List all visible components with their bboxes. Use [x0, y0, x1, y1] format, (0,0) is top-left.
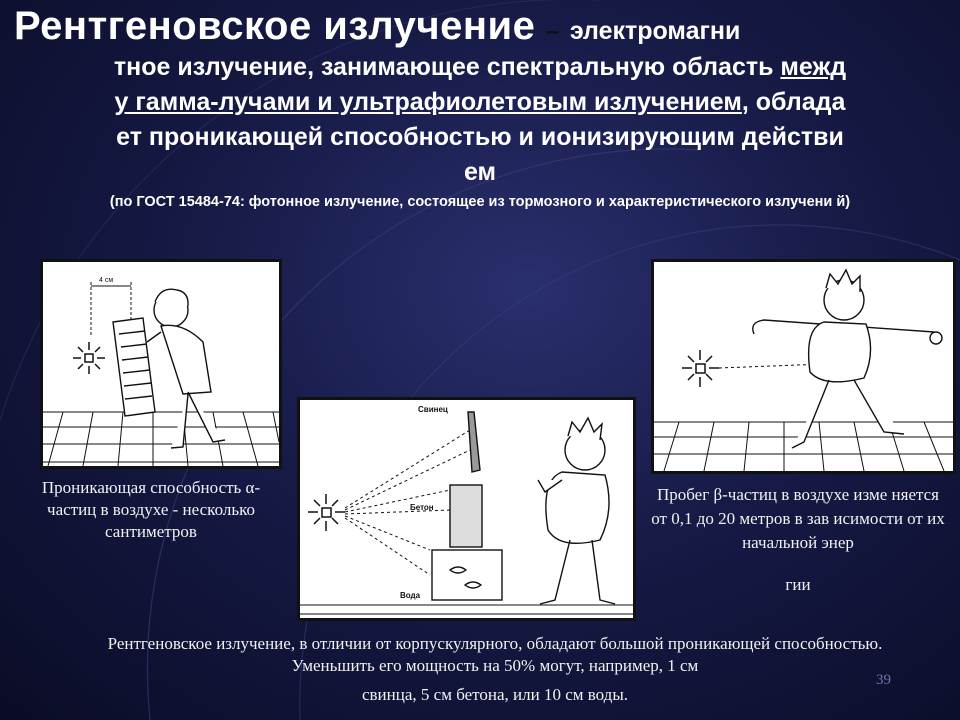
lead-label: Свинец	[418, 405, 448, 414]
radiation-source-icon	[73, 342, 105, 374]
definition-text	[8, 50, 952, 190]
page-title: Рентгеновское излучение	[14, 4, 536, 48]
bottom-caption-main: Рентгеновское излучение, в отличии от корпускулярного, обладают большой проникающей способностью. Уменьшить его мощность на 50% могут, например, 1 см	[107, 634, 883, 675]
alpha-caption: Проникающая способность α-частиц в воздухе - несколько сантиметров	[41, 478, 261, 541]
definition-start: электромагни	[569, 17, 741, 45]
definition-block	[8, 4, 952, 212]
gost-note: (по ГОСТ 15484-74: фотонное излучение, состоящее из тормозного и характеристического излучени й)	[109, 194, 851, 210]
bottom-caption-last: свинца, 5 см бетона, или 10 см воды.	[361, 685, 628, 704]
bottom-caption	[100, 633, 890, 706]
title-line	[8, 4, 952, 54]
beta-caption	[648, 483, 948, 597]
beta-caption-last: гии	[785, 575, 811, 594]
definition-line-5: ем	[463, 158, 497, 186]
title-dash: –	[545, 18, 560, 45]
beta-caption-main: Пробег β-частиц в воздухе изме няется от 0,1 до 20 метров в зав исимости от их начальной энер	[651, 485, 945, 552]
page-number: 39	[876, 672, 891, 688]
illustration-beta	[651, 259, 956, 474]
definition-line-4: ет проникающей способностью и ионизирующим действи	[116, 123, 844, 151]
radiation-source-icon	[308, 494, 345, 531]
distance-label: 4 см	[99, 277, 114, 284]
definition-line-2: тное излучение, занимающее спектральную область	[113, 53, 781, 81]
concrete-label: Бетон	[410, 503, 434, 512]
definition-line-3: , облада	[741, 88, 846, 116]
illustration-alpha	[40, 259, 282, 469]
alpha-cartoon	[43, 262, 279, 466]
illustration-xray	[297, 397, 636, 621]
radiation-source-icon	[682, 350, 719, 387]
beta-cartoon	[654, 262, 953, 471]
water-label: Вода	[400, 591, 421, 600]
xray-cartoon	[300, 400, 633, 618]
definition-underlined-2: у гамма-лучами и ультрафиолетовым излучением	[114, 88, 742, 116]
definition-underlined-1: межд	[780, 53, 847, 81]
